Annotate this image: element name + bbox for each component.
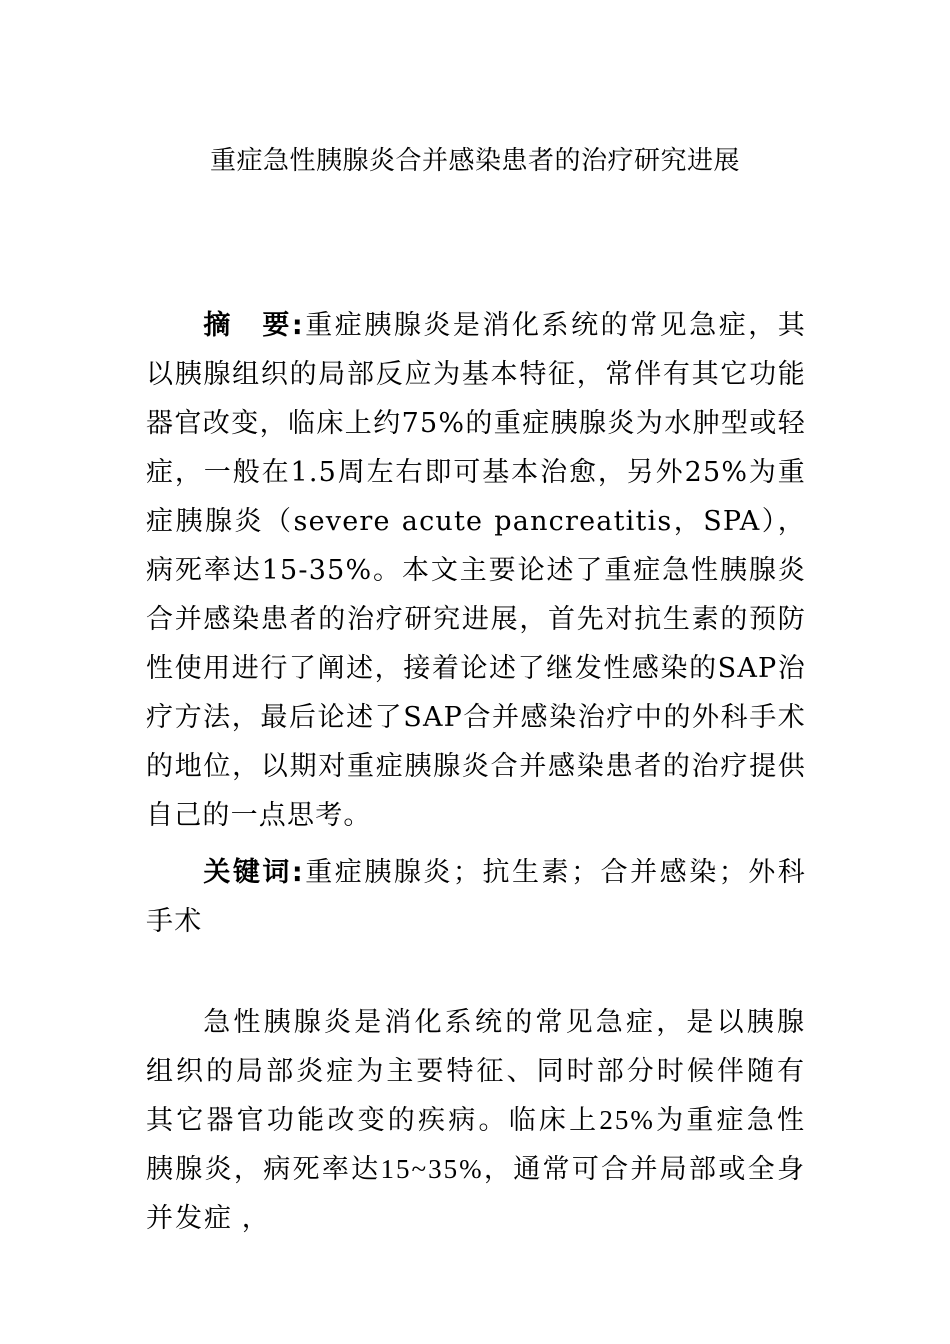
document-title: 重症急性胰腺炎合并感染患者的治疗研究进展 <box>209 146 740 176</box>
keywords-text: 重症胰腺炎；抗生素；合并感染；外科手术 <box>146 857 806 937</box>
abstract-text: 重症胰腺炎是消化系统的常见急症，其以胰腺组织的局部反应为基本特征，常伴有其它功能器官改变，临床上约75%的重症胰腺炎为水肿型或轻症，一般在1.5周左右即可基本治愈，另外25%为重症胰腺炎（severe acute pancreatitis，SPA），病死率达15-35%。本文主要论述了重症急性胰腺炎合并感染患者的治疗研究进展，首先对抗生素的预防性使用进行了阐述，接着论述了继发性感染的SAP治疗方法，最后论述了SAP合并感染治疗中的外科手术的地位，以期对重症胰腺炎合并感染患者的治疗提供自己的一点思考。 <box>146 310 806 831</box>
abstract-label: 摘 要: <box>202 310 304 341</box>
abstract-section <box>146 301 806 840</box>
keywords-section <box>146 848 806 946</box>
body-paragraph: 急性胰腺炎是消化系统的常见急症，是以胰腺组织的局部炎症为主要特征、同时部分时候伴随有其它器官功能改变的疾病。临床上25%为重症急性胰腺炎，病死率达15~35%，通常可合并局部或全身并发症 ， <box>146 1007 806 1233</box>
body-paragraph-section <box>146 998 806 1243</box>
keywords-label: 关键词: <box>202 857 304 888</box>
